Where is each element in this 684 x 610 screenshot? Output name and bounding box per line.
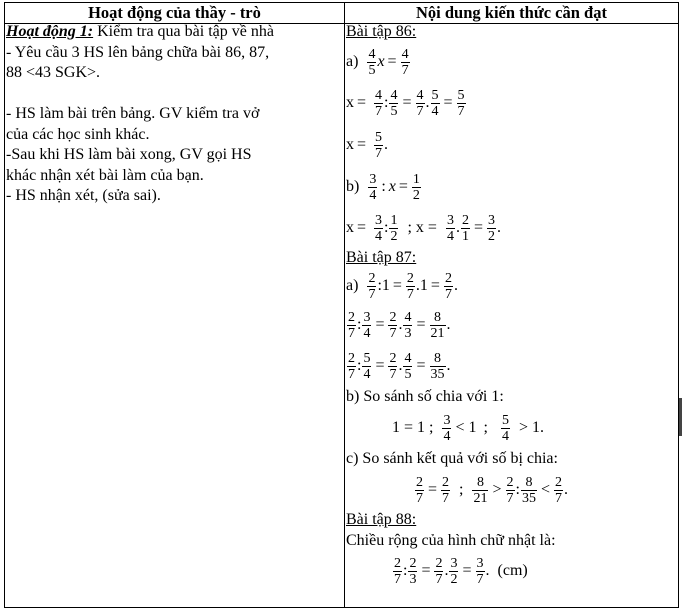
left-column (6, 22, 336, 207)
exercise-86-title: Bài tập 86: (346, 23, 417, 40)
numerator: 2 (406, 270, 414, 286)
numerator: 8 (476, 474, 484, 490)
left-line: - HS làm bài trên bảng. GV kiểm tra vở (6, 105, 260, 122)
math-symbol: = (473, 219, 483, 236)
math-symbol: : (384, 219, 389, 236)
math-line (346, 166, 672, 208)
denominator: 4 (375, 228, 383, 244)
math-symbol: . (446, 357, 451, 374)
math-line (346, 82, 672, 124)
numerator: 2 (461, 212, 469, 228)
math-symbol: ; x = (407, 219, 437, 236)
math-symbol: . (398, 357, 403, 374)
denominator: 4 (369, 187, 377, 203)
math-symbol: : (515, 481, 520, 498)
compare-divisor-text: b) So sánh số chia với 1: (346, 388, 504, 405)
math-symbol: = (357, 136, 367, 153)
math-symbol: . (496, 219, 501, 236)
numerator: 3 (369, 171, 377, 187)
denominator: 2 (450, 571, 458, 587)
math-symbol: . (444, 562, 449, 579)
numerator: 5 (431, 87, 439, 103)
math-symbol: : (403, 562, 408, 579)
denominator: 7 (375, 103, 383, 119)
math-line (346, 42, 672, 82)
math-line (346, 408, 672, 448)
denominator: 2 (390, 228, 398, 244)
math-symbol: . (485, 562, 490, 579)
numerator: 5 (457, 87, 465, 103)
fraction (449, 556, 458, 587)
denominator: 1 (461, 228, 469, 244)
math-line (346, 552, 672, 590)
numerator: 2 (389, 350, 397, 366)
numerator: 3 (450, 555, 458, 571)
math-symbol: = (375, 316, 385, 333)
math-symbol: ; (459, 481, 464, 498)
math-symbol: x (346, 94, 354, 111)
fraction (408, 556, 417, 587)
math-symbol: = (416, 357, 426, 374)
fraction (415, 475, 424, 506)
fraction (431, 88, 440, 119)
denominator: 35 (430, 366, 445, 382)
numerator: 2 (416, 474, 423, 490)
numerator: 2 (368, 270, 376, 286)
math-symbol: : (357, 357, 362, 374)
fraction (374, 88, 383, 119)
math-line (346, 346, 672, 386)
math-symbol: . (455, 219, 460, 236)
numerator: 5 (363, 350, 371, 366)
numerator: 2 (348, 309, 355, 325)
math-symbol: = (392, 277, 402, 294)
fraction (389, 88, 398, 119)
math-symbol: : (357, 316, 362, 333)
numerator: 2 (444, 270, 452, 286)
math-symbol: x (346, 219, 354, 236)
fraction (430, 310, 446, 341)
denominator: 7 (389, 366, 397, 382)
math-symbol: a) (346, 277, 359, 294)
fraction (461, 213, 470, 244)
math-symbol: = (357, 94, 367, 111)
numerator: 4 (401, 46, 409, 62)
fraction (521, 475, 537, 506)
denominator: 7 (435, 571, 443, 587)
math-symbol: > (492, 481, 502, 498)
denominator: 5 (368, 62, 376, 78)
fraction (374, 213, 383, 244)
math-line (346, 470, 672, 510)
denominator: 7 (457, 103, 465, 119)
denominator: 2 (412, 187, 420, 203)
fraction (501, 413, 510, 444)
math-line (346, 208, 672, 248)
numerator: 1 (390, 212, 398, 228)
denominator: 5 (404, 366, 412, 382)
numerator: 5 (375, 129, 383, 145)
denominator: 7 (416, 103, 424, 119)
left-line: 88 <43 SGK>. (6, 64, 101, 81)
math-symbol: . (398, 316, 403, 333)
math-symbol: a) (346, 53, 359, 70)
denominator: 7 (401, 62, 409, 78)
fraction (401, 47, 410, 78)
math-symbol: . (453, 277, 458, 294)
fraction (434, 556, 443, 587)
right-column (346, 22, 672, 590)
math-symbol: : (381, 178, 386, 195)
fraction (441, 475, 450, 506)
math-symbol: = (375, 357, 385, 374)
left-line: khác nhận xét bài làm của bạn. (6, 166, 204, 184)
numerator: 8 (434, 350, 442, 366)
fraction (403, 351, 412, 382)
fraction (388, 310, 397, 341)
fraction (403, 310, 412, 341)
numerator: 2 (435, 555, 443, 571)
activity-heading: Hoạt động 1: (6, 23, 94, 40)
math-symbol: : (377, 277, 382, 294)
denominator: 7 (375, 145, 383, 161)
denominator: 7 (416, 490, 423, 506)
denominator: 2 (487, 228, 495, 244)
numerator: 2 (409, 555, 417, 571)
denominator: 4 (501, 428, 509, 444)
fraction (393, 556, 402, 587)
math-symbol: ; (483, 419, 488, 436)
denominator: 7 (368, 286, 376, 302)
numerator: 3 (487, 212, 495, 228)
fraction (362, 310, 371, 341)
math-symbol: = (430, 277, 440, 294)
numerator: 2 (389, 309, 397, 325)
fraction (444, 271, 453, 302)
numerator: 3 (363, 309, 371, 325)
fraction (554, 475, 563, 506)
denominator: 7 (348, 366, 355, 382)
numerator: 3 (443, 412, 451, 428)
math-symbol: < (540, 481, 550, 498)
numerator: 4 (404, 350, 412, 366)
denominator: 7 (506, 490, 514, 506)
denominator: 21 (473, 490, 488, 506)
numerator: 4 (390, 87, 398, 103)
math-symbol: x (346, 136, 354, 153)
denominator: 4 (363, 366, 371, 382)
math-symbol: = (357, 219, 367, 236)
denominator: 7 (394, 571, 401, 587)
numerator: 2 (555, 474, 562, 490)
denominator: 35 (521, 490, 536, 506)
fraction (368, 172, 377, 203)
denominator: 7 (476, 571, 484, 587)
math-symbol: . (384, 136, 389, 153)
numerator: 2 (506, 474, 514, 490)
math-symbol: 1 (381, 277, 390, 294)
math-symbol: = (387, 53, 397, 70)
left-line: - Yêu cầu 3 HS lên bảng chữa bài 86, 87, (6, 43, 270, 61)
fraction (362, 351, 371, 382)
left-line: -Sau khi HS làm bài xong, GV gọi HS (6, 146, 252, 163)
fraction (347, 351, 356, 382)
math-symbol: . (446, 316, 451, 333)
fraction (430, 351, 446, 382)
math-symbol: 1 = 1 ; (392, 419, 434, 436)
numerator: 3 (476, 555, 484, 571)
fraction (367, 271, 376, 302)
math-symbol: x (377, 53, 385, 70)
denominator: 7 (555, 490, 562, 506)
math-symbol: . (415, 277, 420, 294)
numerator: 5 (501, 412, 509, 428)
math-symbol: > 1. (518, 419, 544, 436)
fraction (506, 475, 515, 506)
math-symbol: . (564, 481, 568, 498)
fraction (472, 475, 488, 506)
math-symbol: = (416, 316, 426, 333)
math-line (346, 304, 672, 346)
fraction (347, 310, 356, 341)
numerator: 2 (442, 474, 450, 490)
fraction (389, 213, 398, 244)
math-symbol: = (402, 94, 412, 111)
denominator: 4 (363, 325, 371, 341)
fraction (476, 556, 485, 587)
math-symbol: (cm) (497, 562, 528, 579)
denominator: 7 (406, 286, 414, 302)
denominator: 21 (430, 325, 445, 341)
fraction (388, 351, 397, 382)
exercise-87-title: Bài tập 87: (346, 249, 417, 266)
denominator: 4 (446, 228, 454, 244)
compare-result-text: c) So sánh kết quả với số bị chia: (346, 450, 558, 467)
fraction (457, 88, 466, 119)
fraction (406, 271, 415, 302)
denominator: 5 (390, 103, 398, 119)
math-symbol: = (428, 481, 438, 498)
denominator: 3 (409, 571, 417, 587)
denominator: 7 (389, 325, 397, 341)
denominator: 7 (442, 490, 450, 506)
column-divider (344, 3, 345, 607)
numerator: 8 (434, 309, 442, 325)
rectangle-width-text: Chiều rộng của hình chữ nhật là: (346, 532, 556, 549)
left-blank-line (6, 84, 336, 105)
denominator: 3 (404, 325, 412, 341)
scrollbar-handle[interactable] (679, 398, 682, 436)
fraction (416, 88, 425, 119)
math-symbol: = (462, 562, 472, 579)
fraction (412, 172, 421, 203)
numerator: 4 (368, 46, 376, 62)
denominator: 4 (431, 103, 439, 119)
math-symbol: = (398, 178, 408, 195)
activity-line: Hoạt động 1: Kiểm tra qua bài tập về nhà (6, 23, 274, 40)
numerator: 2 (348, 350, 355, 366)
math-symbol: . (425, 94, 430, 111)
numerator: 4 (375, 87, 383, 103)
numerator: 3 (375, 212, 383, 228)
math-symbol: < 1 (455, 419, 477, 436)
math-symbol: 1 (419, 277, 428, 294)
numerator: 4 (416, 87, 424, 103)
fraction (487, 213, 496, 244)
numerator: 8 (525, 474, 533, 490)
fraction (446, 213, 455, 244)
denominator: 4 (443, 428, 451, 444)
math-line (346, 124, 672, 166)
left-line: - HS nhận xét, (sửa sai). (6, 187, 161, 204)
exercise-88-title: Bài tập 88: (346, 511, 417, 528)
math-symbol: = (443, 94, 453, 111)
math-line (346, 268, 672, 304)
numerator: 1 (412, 171, 420, 187)
numerator: 3 (446, 212, 454, 228)
math-symbol: x (388, 178, 396, 195)
numerator: 2 (394, 555, 401, 571)
denominator: 7 (444, 286, 452, 302)
header-teacher-student: Hoạt động của thầy - trò (88, 3, 261, 22)
fraction (374, 130, 383, 161)
math-symbol: b) (346, 178, 360, 195)
denominator: 7 (348, 325, 355, 341)
math-symbol: : (384, 94, 389, 111)
math-symbol: = (421, 562, 431, 579)
fraction (442, 413, 451, 444)
left-line: của các học sinh khác. (6, 125, 150, 143)
numerator: 4 (404, 309, 412, 325)
header-content: Nội dung kiến thức cần đạt (416, 3, 607, 22)
fraction (367, 47, 376, 78)
